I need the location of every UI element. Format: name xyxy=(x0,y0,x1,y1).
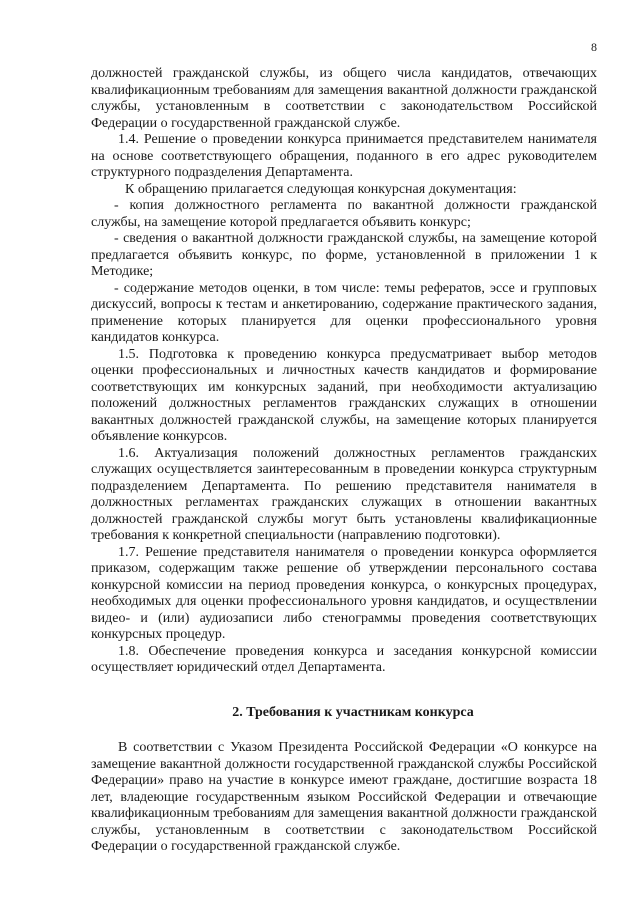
paragraph-continuation: должностей гражданской службы, из общего числа кандидатов, отвечающих квалификационным требованиям для замещения вакантной должности гражданской службы, установленным в соответствии с законодательством Российской Федерации о государственной гражданской службе. xyxy=(91,66,597,131)
paragraph-1-4: 1.4. Решение о проведении конкурса принимается представителем нанимателя на основе соответствующего обращения, поданного в его адрес руководителем структурного подразделения Департамента. xyxy=(91,132,597,180)
paragraph-1-5: 1.5. Подготовка к проведению конкурса предусматривает выбор методов оценки профессиональных и личностных качеств кандидатов и формирование соответствующих им конкурсных заданий, при необходимости актуализацию положений должностных регламентов гражданских служащих в отношении вакантных должностей гражданской службы, на замещение которых планируется объявление конкурсов. xyxy=(91,346,597,444)
paragraph-documentation-intro: К обращению прилагается следующая конкурсная документация: xyxy=(125,181,517,197)
paragraph-1-8: 1.8. Обеспечение проведения конкурса и заседания конкурсной комиссии осуществляет юридический отдел Департамента. xyxy=(91,643,597,675)
spacer xyxy=(91,721,597,740)
document-body xyxy=(91,66,597,856)
list-item-vacancy-info: - сведения о вакантной должности гражданской службы, на замещение которой предлагается объявить конкурс, по форме, установленной в приложении 1 к Методике; xyxy=(91,231,597,279)
list-item-evaluation-methods: - содержание методов оценки, в том числе: темы рефератов, эссе и групповых дискуссий, вопросы к тестам и анкетированию, содержание практического задания, применение которых планируется для оценки профессионального уровня кандидатов конкурса. xyxy=(91,280,597,345)
spacer xyxy=(91,677,597,705)
paragraph-section-2: В соответствии с Указом Президента Российской Федерации «О конкурсе на замещение вакантной должности государственной гражданской службы Российской Федерации» право на участие в конкурсе имеют граждане, достигшие возраста 18 лет, владеющие государственным языком Российской Федерации и отвечающие квалификационным требованиям для замещения вакантной должности гражданской службы, установленным в соответствии с законодательством Российской Федерации о государственной гражданской службе. xyxy=(91,740,597,854)
list-item-regulation-copy: - копия должностного регламента по вакантной должности гражданской службы, на замещение которой предлагается объявить конкурс; xyxy=(91,198,597,230)
paragraph-1-6: 1.6. Актуализация положений должностных регламентов гражданских служащих осуществляется заинтересованным в проведении конкурса структурным подразделением Департамента. По решению представителя нанимателя в должностных регламентах гражданских служащих в отношении вакантных должностей гражданской службы могут быть установлены квалификационные требования к конкретной специальности (направлению подготовки). xyxy=(91,445,597,543)
paragraph-1-7: 1.7. Решение представителя нанимателя о проведении конкурса оформляется приказом, содержащим также решение об утверждении персонального состава конкурсной комиссии на период проведения конкурса, о конкурсных процедурах, необходимых для оценки профессионального уровня кандидатов, и осуществлении видео- и (или) аудиозаписи либо стенограммы проведения соответствующих конкурсных процедур. xyxy=(91,544,597,642)
page-number: 8 xyxy=(591,40,597,54)
section-heading: 2. Требования к участникам конкурса xyxy=(232,704,474,720)
